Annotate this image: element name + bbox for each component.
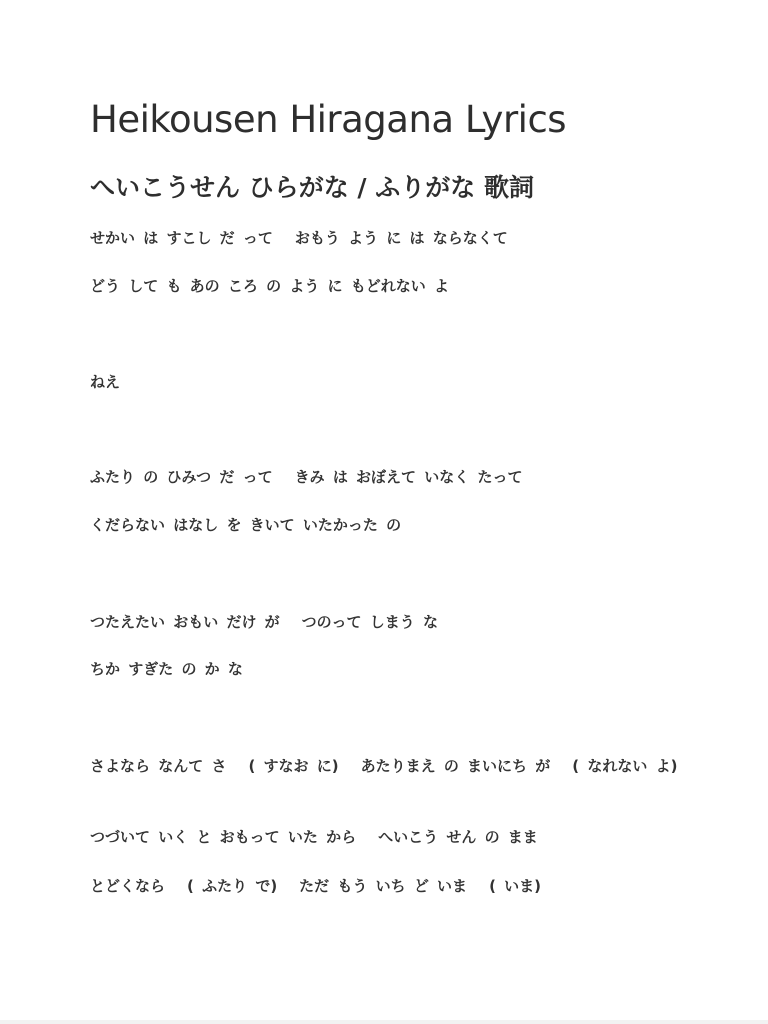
lyric-line-1 <box>90 226 680 250</box>
lyric-phrase: さよなら なんて さ <box>90 757 227 775</box>
lyric-line-4 <box>90 465 680 489</box>
page-bottom-divider <box>0 1020 768 1024</box>
lyric-line-7 <box>90 657 680 681</box>
lyric-phrase: きみ は おぼえて いなく たって <box>294 468 523 486</box>
lyric-phrase: ( すなお に) <box>248 757 339 775</box>
lyric-phrase: つたえたい おもい だけ が <box>90 613 280 631</box>
lyric-line-2 <box>90 274 680 298</box>
lyric-line-3 <box>90 370 680 394</box>
lyric-phrase: つのって しまう な <box>301 613 438 631</box>
lyric-line-5 <box>90 513 680 537</box>
lyric-line-9 <box>90 825 680 849</box>
lyric-phrase: ただ もう いち ど いま <box>299 877 468 895</box>
lyric-phrase: くだらない はなし を きいて いたかった の <box>90 516 402 534</box>
lyric-phrase: おもう よう に は ならなくて <box>294 229 508 247</box>
lyric-phrase: ( いま) <box>489 877 541 895</box>
lyric-phrase: ( ふたり で) <box>187 877 278 895</box>
lyric-phrase: どう して も あの ころ の よう に もどれない よ <box>90 277 450 295</box>
lyric-phrase: せかい は すこし だ って <box>90 229 273 247</box>
lyric-line-10 <box>90 874 680 898</box>
lyric-phrase: とどくなら <box>90 877 166 895</box>
lyric-line-6 <box>90 610 680 634</box>
lyric-phrase: ( なれない よ) <box>572 757 678 775</box>
lyric-line-8 <box>90 754 680 778</box>
lyric-phrase: ねえ <box>90 373 121 391</box>
lyric-phrase: へいこう せん の まま <box>378 828 538 846</box>
lyric-phrase: つづいて いく と おもって いた から <box>90 828 357 846</box>
page-subtitle: へいこうせん ひらがな / ふりがな 歌詞 <box>90 173 534 202</box>
page-title: Heikousen Hiragana Lyrics <box>90 98 567 141</box>
lyric-phrase: あたりまえ の まいにち が <box>360 757 551 775</box>
lyric-phrase: ちか すぎた の か な <box>90 660 243 678</box>
lyric-phrase: ふたり の ひみつ だ って <box>90 468 273 486</box>
